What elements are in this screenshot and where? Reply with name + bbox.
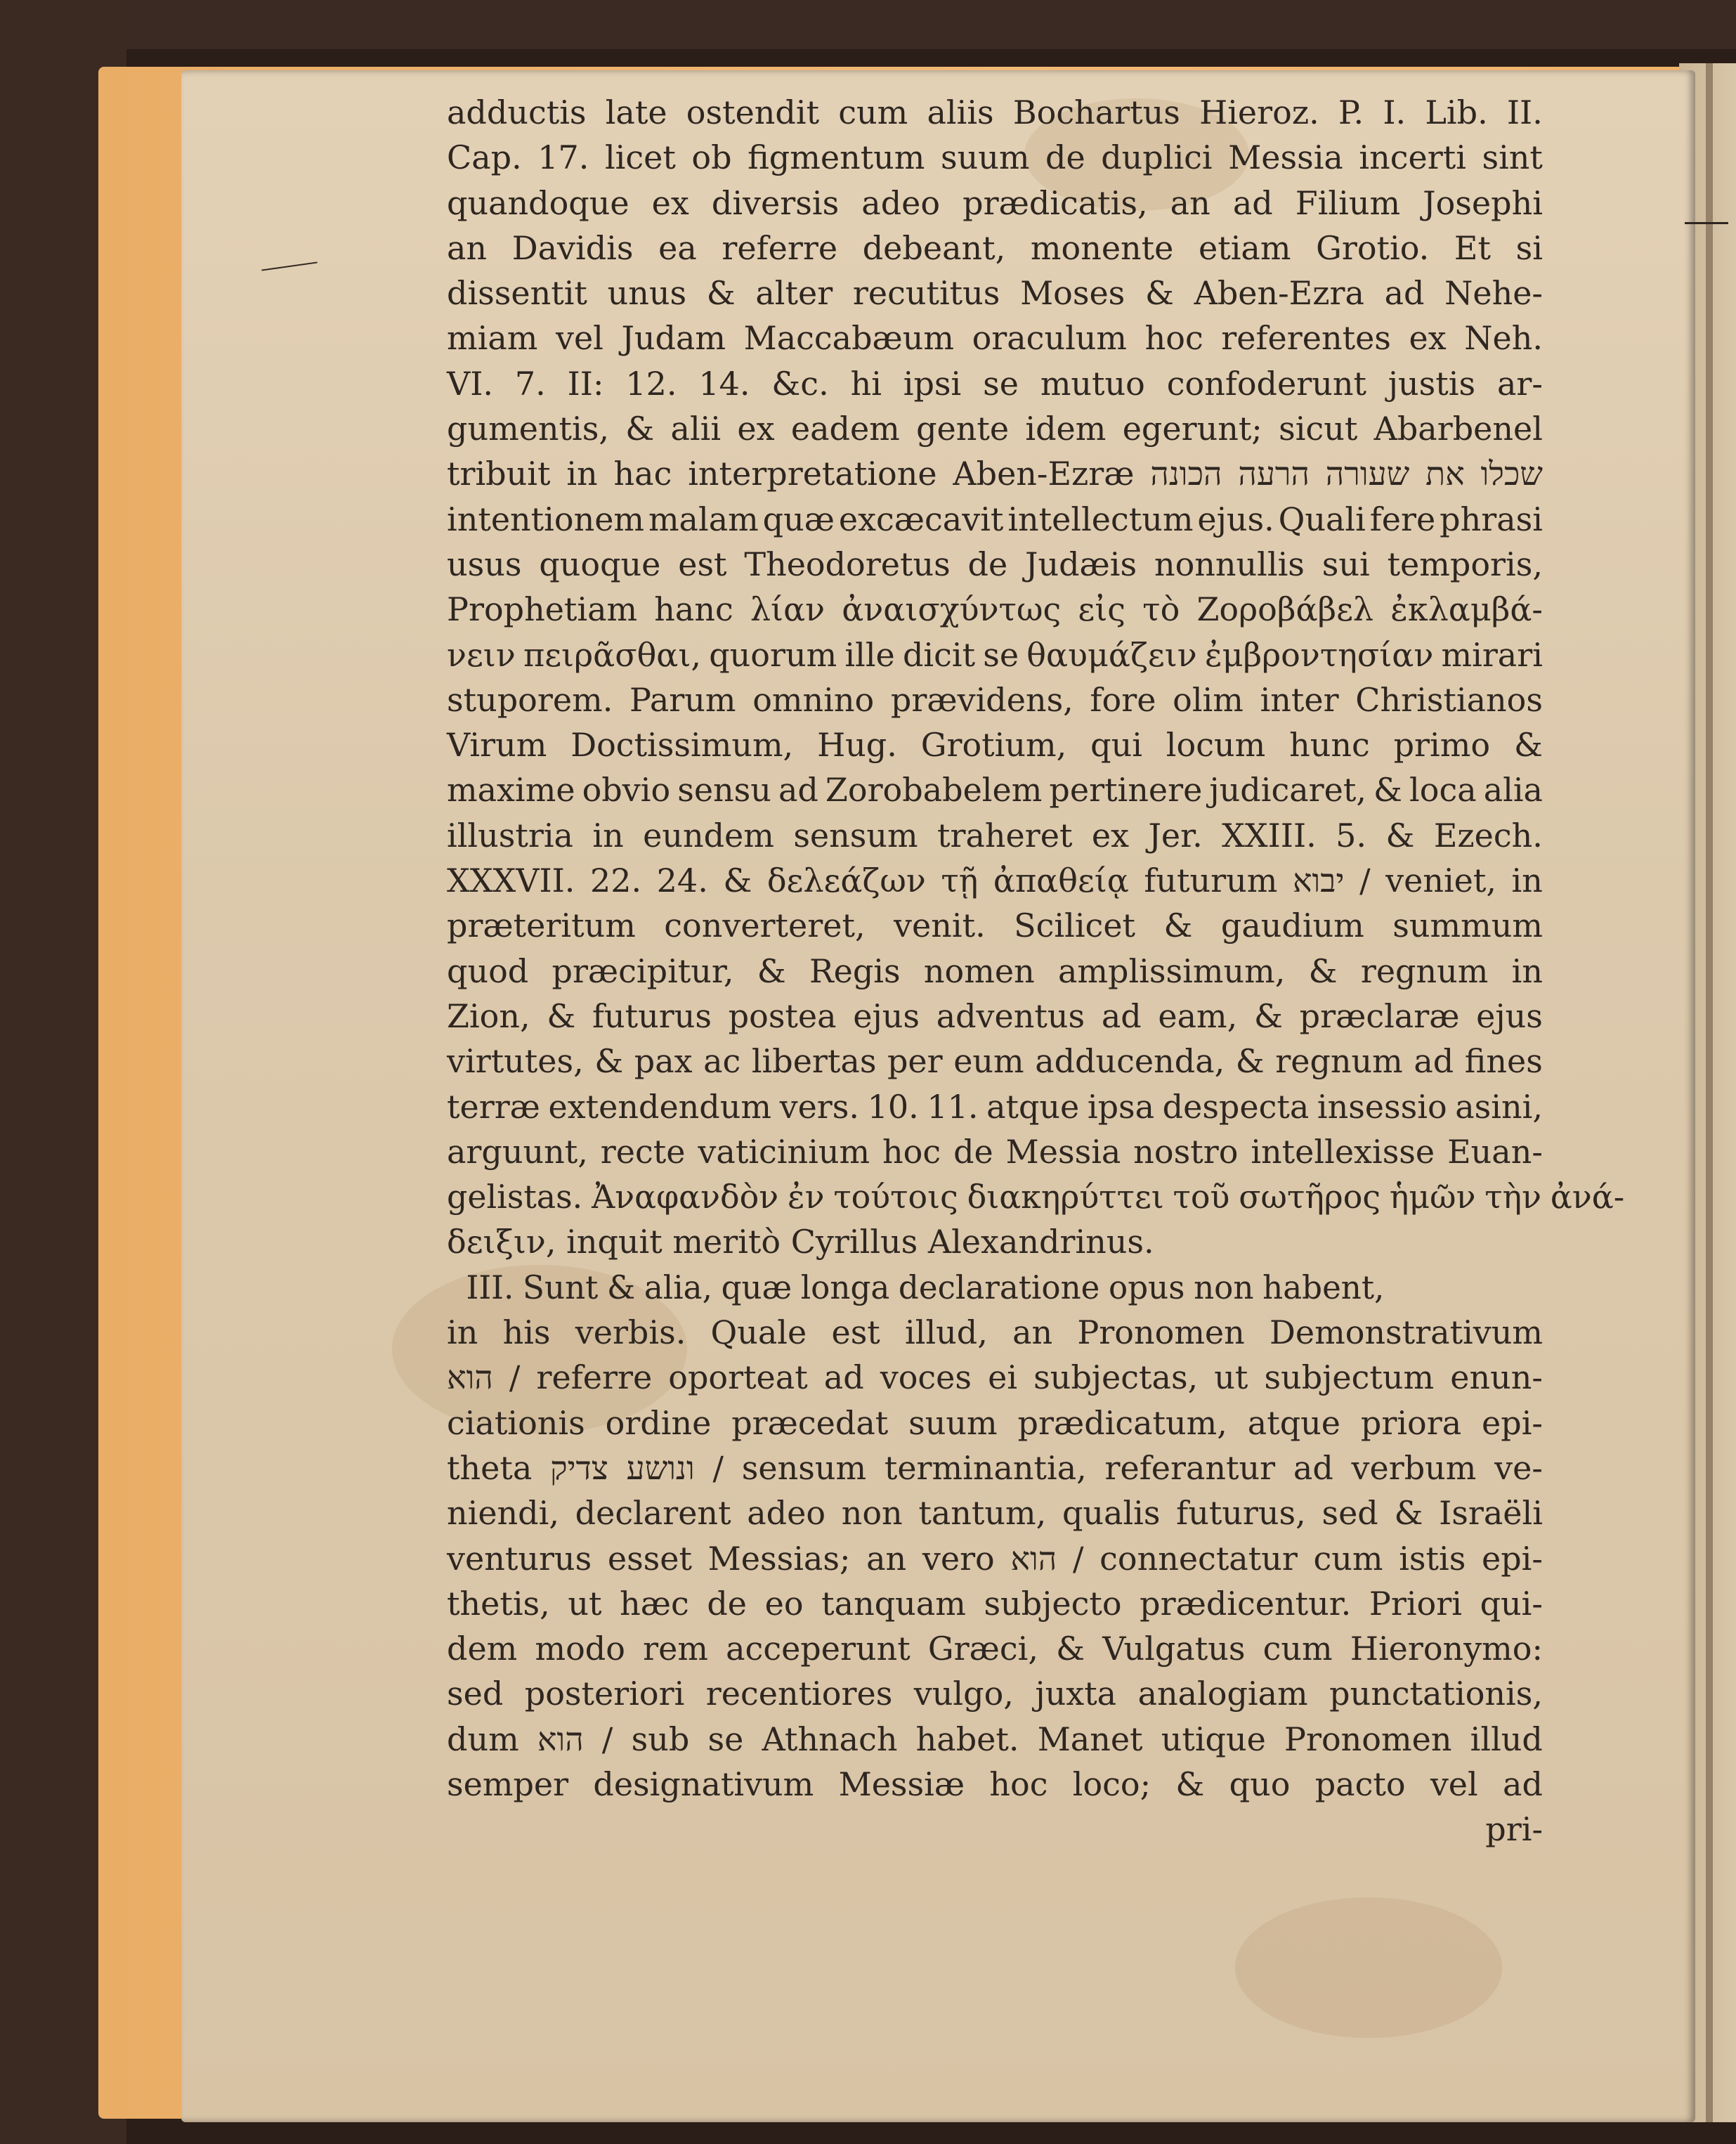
scan-background-top xyxy=(0,0,1736,49)
text-line: arguunt, recte vaticinium hoc de Messia nostro intellexisse Euan- xyxy=(447,1132,1543,1171)
text-line: stuporem. Parum omnino prævidens, fore olim inter Christianos xyxy=(447,680,1543,719)
text-line: virtutes, & pax ac libertas per eum adducenda, & regnum ad fines xyxy=(447,1042,1543,1081)
text-line: sed posteriori recentiores vulgo, juxta analogiam punctationis, xyxy=(447,1675,1543,1713)
text-line: tribuit in hac interpretatione Aben-Ezræ הכונה הרעה שעורה את שכלו xyxy=(447,455,1543,493)
text-line: Prophetiam hanc λίαν ἀναισχύντως εἰς τὸ Ζοροβάβελ ἐκλαμβά- xyxy=(447,590,1543,629)
text-line: gelistas. Ἀναφανδὸν ἐν τούτοις διακηρύττει τοῦ σωτῆρος ἡμῶν τὴν ἀνά- xyxy=(447,1178,1625,1216)
text-line: niendi, declarent adeo non tantum, qualis futurus, sed & Israëli xyxy=(447,1494,1543,1533)
text-line: miam vel Judam Maccabæum oraculum hoc referentes ex Neh. xyxy=(447,319,1543,358)
text-line: illustria in eundem sensum traheret ex Jer. XXIII. 5. & Ezech. xyxy=(447,816,1543,855)
text-line: dum הוא / sub se Athnach habet. Manet utique Pronomen illud xyxy=(447,1720,1543,1758)
text-line: præteritum converteret, venit. Scilicet & gaudium summum xyxy=(447,907,1543,945)
text-line: quod præcipitur, & Regis nomen amplissimum, & regnum in xyxy=(447,951,1543,990)
text-line: an Davidis ea referre debeant, monente etiam Grotio. Et si xyxy=(447,228,1543,267)
text-line: maxime obvio sensu ad Zorobabelem pertinere judicaret, & loca alia xyxy=(447,771,1543,810)
text-line: Zion, & futurus postea ejus adventus ad eam, & præclaræ ejus xyxy=(447,996,1543,1035)
text-line-section-start: III. Sunt & alia, quæ longa declaratione opus non habent, xyxy=(466,1268,1385,1306)
text-line: usus quoque est Theodoretus de Judæis nonnullis sui temporis, xyxy=(447,545,1543,583)
text-line: XXXVII. 22. 24. & δελεάζων τῇ ἀπαθείᾳ futurum יבוא / veniet, in xyxy=(447,862,1543,900)
text-line: Cap. 17. licet ob figmentum suum de duplici Messia incerti sint xyxy=(447,138,1543,177)
text-line: venturus esset Messias; an vero הוא / connectatur cum istis epi- xyxy=(447,1539,1543,1578)
catchword: pri- xyxy=(1485,1810,1543,1849)
text-line: הוא / referre oporteat ad voces ei subjectas, ut subjectum enun- xyxy=(447,1358,1543,1397)
paper-stain xyxy=(1235,1897,1502,2038)
text-line: terræ extendendum vers. 10. 11. atque ipsa despecta insessio asini, xyxy=(447,1087,1543,1126)
text-line: intentionem malam quæ excæcavit intellectum ejus. Quali fere phrasi xyxy=(447,500,1543,538)
page-text-block xyxy=(447,90,1625,1852)
text-line: dem modo rem acceperunt Græci, & Vulgatus cum Hieronymo: xyxy=(447,1630,1543,1668)
text-line: theta צדיק ונושע / sensum terminantia, referantur ad verbum ve- xyxy=(447,1448,1543,1487)
text-line: δειξιν, inquit meritò Cyrillus Alexandrinus. xyxy=(447,1223,1154,1261)
spine-fold xyxy=(1706,63,1713,2122)
text-line: adductis late ostendit cum aliis Bochartus Hieroz. P. I. Lib. II. xyxy=(447,93,1543,131)
text-line: νειν πειρᾶσθαι, quorum ille dicit se θαυμάζειν ἐμβροντησίαν mirari xyxy=(447,635,1543,674)
text-line: in his verbis. Quale est illud, an Pronomen Demonstrativum xyxy=(447,1313,1543,1352)
text-line: semper designativum Messiæ hoc loco; & quo pacto vel ad xyxy=(447,1765,1543,1803)
text-line: dissentit unus & alter recutitus Moses & Aben-Ezra ad Nehe- xyxy=(447,274,1543,313)
text-line: quandoque ex diversis adeo prædicatis, an ad Filium Josephi xyxy=(447,183,1543,222)
margin-mark xyxy=(1685,222,1728,224)
text-line: ciationis ordine præcedat suum prædicatum, atque priora epi- xyxy=(447,1403,1543,1442)
text-line: VI. 7. II: 12. 14. &c. hi ipsi se mutuo confoderunt justis ar- xyxy=(447,364,1543,403)
text-line: thetis, ut hæc de eo tanquam subjecto prædicentur. Priori qui- xyxy=(447,1584,1543,1623)
text-line: gumentis, & alii ex eadem gente idem egerunt; sicut Abarbenel xyxy=(447,410,1543,448)
text-line: Virum Doctissimum, Hug. Grotium, qui locum hunc primo & xyxy=(447,726,1543,765)
